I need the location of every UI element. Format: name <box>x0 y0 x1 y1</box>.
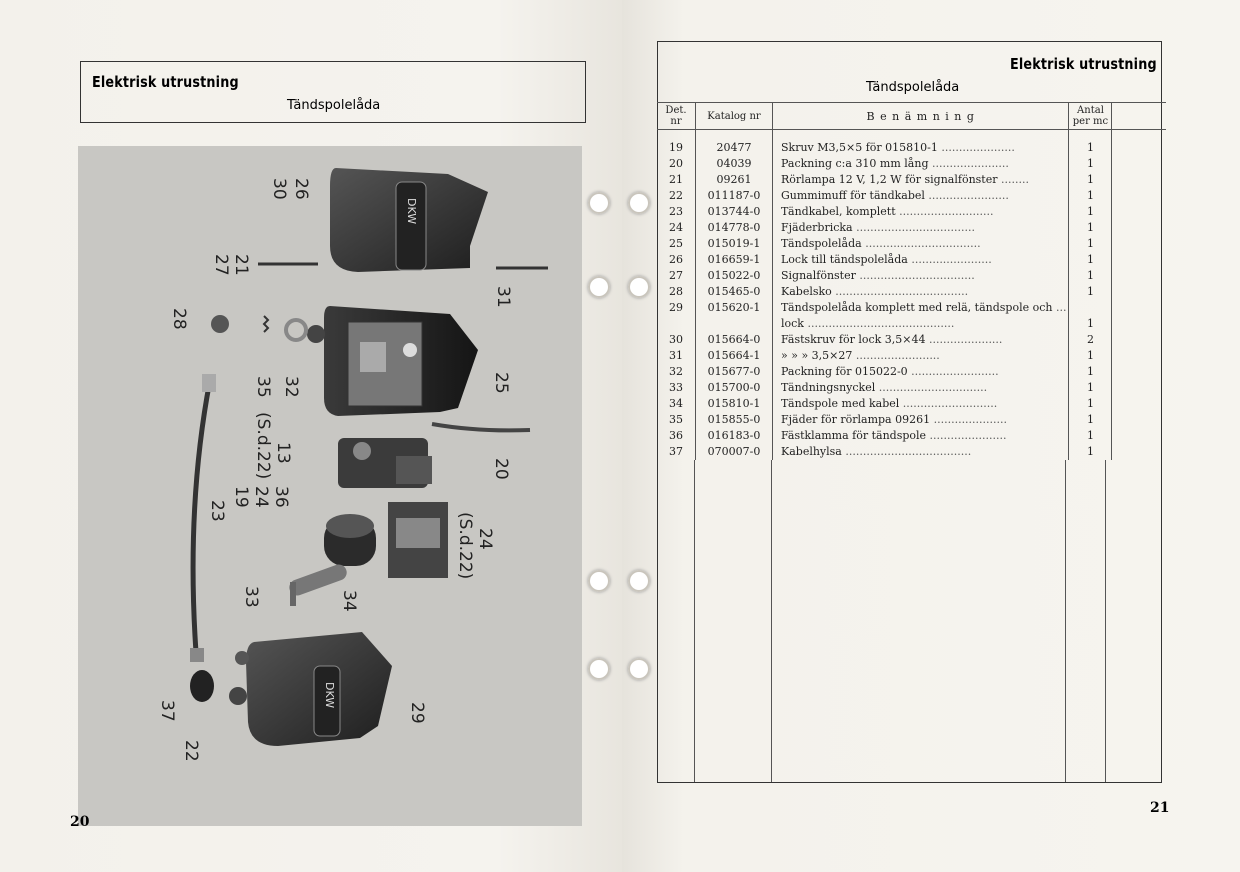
description-cell <box>773 428 1069 444</box>
parts-illustration <box>78 146 582 826</box>
det-cell <box>657 412 696 428</box>
right-header-subtitle: Tändspolelåda <box>866 80 960 95</box>
blank-cell <box>1112 316 1167 332</box>
antal-cell-text: 1 <box>1086 365 1094 378</box>
description-cell <box>773 156 1069 172</box>
table-row <box>657 204 1166 220</box>
det-cell-text: 35 <box>669 413 683 426</box>
antal-cell <box>1069 332 1112 348</box>
antal-cell-text: 2 <box>1086 333 1094 346</box>
relay-part <box>338 438 432 488</box>
det-cell <box>657 236 696 252</box>
katalog-cell <box>696 348 773 364</box>
antal-cell-text: 1 <box>1086 141 1094 154</box>
callout: 36 <box>271 486 291 508</box>
description-cell <box>773 220 1069 236</box>
table-row <box>657 412 1166 428</box>
katalog-cell-text: 015677-0 <box>707 365 761 378</box>
blank-cell <box>1112 252 1167 268</box>
callout: (S.d.22) <box>455 512 475 580</box>
left-header-title: Elektrisk utrustning <box>92 73 239 91</box>
parts-table <box>657 102 1166 460</box>
cover-part <box>330 168 488 272</box>
table-row <box>657 156 1166 172</box>
det-cell-text: 37 <box>669 445 683 458</box>
description-cell <box>773 444 1069 460</box>
callout: 13 <box>273 442 293 464</box>
col-header-det: Det. nr <box>657 103 696 130</box>
katalog-cell <box>696 140 773 156</box>
description-cell <box>773 364 1069 380</box>
blank-cell <box>1112 348 1167 364</box>
antal-cell <box>1069 364 1112 380</box>
katalog-cell-text: 070007-0 <box>707 445 761 458</box>
det-cell-text: 21 <box>669 173 683 186</box>
det-cell <box>657 396 696 412</box>
description-cell-text: Tändspole med kabel <box>781 397 900 410</box>
katalog-cell-text: 015022-0 <box>707 269 761 282</box>
leader-dots: ... <box>1052 301 1067 314</box>
katalog-cell-text: 015855-0 <box>707 413 761 426</box>
callout: 31 <box>493 286 513 308</box>
punch-hole <box>588 658 610 680</box>
det-cell-text: 27 <box>669 269 683 282</box>
det-cell-text: 22 <box>669 189 683 202</box>
katalog-cell <box>696 188 773 204</box>
det-cell-text: 34 <box>669 397 683 410</box>
det-cell-text: 29 <box>669 301 683 314</box>
description-cell-text: Fästklamma för tändspole <box>781 429 927 442</box>
description-cell-text: Fjäderbricka <box>781 221 853 234</box>
description-cell <box>773 284 1069 300</box>
det-cell-text: 36 <box>669 429 683 442</box>
table-row <box>657 220 1166 236</box>
det-cell <box>657 220 696 236</box>
leader-dots: ........................ <box>852 349 940 362</box>
antal-cell <box>1069 428 1112 444</box>
callout: 27 <box>211 254 231 276</box>
katalog-cell-text: 09261 <box>716 173 752 186</box>
det-cell <box>657 348 696 364</box>
antal-cell <box>1069 220 1112 236</box>
antal-cell <box>1069 140 1112 156</box>
katalog-cell <box>696 220 773 236</box>
katalog-cell <box>696 412 773 428</box>
callout: 24 <box>251 486 271 508</box>
det-cell <box>657 140 696 156</box>
katalog-cell <box>696 252 773 268</box>
antal-cell-text: 1 <box>1086 413 1094 426</box>
col-header-antal: Antal per mc <box>1069 103 1112 130</box>
det-cell-text: 26 <box>669 253 683 266</box>
antal-cell-text: 1 <box>1086 173 1094 186</box>
antal-cell <box>1069 316 1112 332</box>
det-cell <box>657 172 696 188</box>
det-cell-text: 25 <box>669 237 683 250</box>
leader-dots: ..................... <box>930 413 1008 426</box>
blank-cell <box>1112 364 1167 380</box>
antal-cell <box>1069 188 1112 204</box>
table-row <box>657 444 1166 460</box>
antal-cell-text: 1 <box>1086 269 1094 282</box>
description-cell <box>773 412 1069 428</box>
antal-cell-text: 1 <box>1086 205 1094 218</box>
leader-dots: ..................... <box>937 141 1015 154</box>
parts-table-body <box>657 130 1166 461</box>
blank-cell <box>1112 268 1167 284</box>
callout: 32 <box>281 376 301 398</box>
leader-dots: ............................... <box>875 381 988 394</box>
blank-cell <box>1112 204 1167 220</box>
katalog-cell <box>696 204 773 220</box>
callout: 23 <box>207 500 227 522</box>
katalog-cell-text: 014778-0 <box>707 221 761 234</box>
table-row <box>657 284 1166 300</box>
leader-dots: .................................. <box>852 221 976 234</box>
callout: 25 <box>491 372 511 394</box>
leader-dots: ........................... <box>895 205 994 218</box>
katalog-cell <box>696 300 773 316</box>
katalog-cell-text: 013744-0 <box>707 205 761 218</box>
katalog-cell-text: 016659-1 <box>707 253 761 266</box>
col-header-katalog: Katalog nr <box>696 103 773 130</box>
katalog-cell <box>696 428 773 444</box>
description-cell <box>773 380 1069 396</box>
punch-hole <box>628 276 650 298</box>
table-row <box>657 316 1166 332</box>
description-cell-text: Fästskruv för lock 3,5×44 <box>781 333 926 346</box>
col-header-benamning: B e n ä m n i n g <box>773 103 1069 130</box>
katalog-cell <box>696 444 773 460</box>
callout: 29 <box>407 702 427 724</box>
katalog-cell <box>696 396 773 412</box>
description-cell-text: Kabelhylsa <box>781 445 842 458</box>
callout: 21 <box>231 254 251 276</box>
blank-cell <box>1112 156 1167 172</box>
callout: 19 <box>231 486 251 508</box>
description-cell <box>773 204 1069 220</box>
description-cell <box>773 348 1069 364</box>
antal-cell-text: 1 <box>1086 157 1094 170</box>
blank-cell <box>1112 412 1167 428</box>
blank-cell <box>1112 188 1167 204</box>
det-cell <box>657 332 696 348</box>
katalog-cell <box>696 316 773 332</box>
left-header-box <box>80 61 586 123</box>
table-row <box>657 380 1166 396</box>
table-row <box>657 348 1166 364</box>
katalog-cell <box>696 332 773 348</box>
description-cell-text: Packning c:a 310 mm lång <box>781 157 929 170</box>
blank-cell <box>1112 284 1167 300</box>
description-cell <box>773 140 1069 156</box>
det-cell <box>657 316 696 332</box>
callout: 20 <box>491 458 511 480</box>
antal-cell-text: 1 <box>1086 237 1094 250</box>
rubber-boot-part <box>190 670 214 702</box>
antal-cell-text: 1 <box>1086 317 1094 330</box>
antal-cell-text: 1 <box>1086 445 1094 458</box>
leader-dots: ................................. <box>861 237 981 250</box>
callout: 28 <box>169 308 189 330</box>
katalog-cell-text: 015620-1 <box>707 301 761 314</box>
antal-cell-text: 1 <box>1086 397 1094 410</box>
det-cell-text: 33 <box>669 381 683 394</box>
katalog-cell <box>696 156 773 172</box>
antal-cell <box>1069 444 1112 460</box>
antal-cell <box>1069 284 1112 300</box>
antal-cell-text: 1 <box>1086 253 1094 266</box>
antal-cell <box>1069 236 1112 252</box>
description-cell <box>773 332 1069 348</box>
blank-cell <box>1112 300 1167 316</box>
leader-dots: ................................. <box>855 269 975 282</box>
antal-cell-text: 1 <box>1086 381 1094 394</box>
antal-cell <box>1069 380 1112 396</box>
table-row <box>657 188 1166 204</box>
antal-cell <box>1069 252 1112 268</box>
callout: 30 <box>269 178 289 200</box>
callout: 24 <box>475 528 495 550</box>
description-cell-text: lock <box>781 317 804 330</box>
det-cell-text: 19 <box>669 141 683 154</box>
col-header-blank <box>1112 103 1167 130</box>
antal-cell-text: 1 <box>1086 349 1094 362</box>
katalog-cell <box>696 268 773 284</box>
col-line <box>771 460 772 782</box>
det-cell <box>657 188 696 204</box>
katalog-cell-text: 015664-1 <box>707 349 761 362</box>
antal-cell <box>1069 156 1112 172</box>
callout: 34 <box>339 590 359 612</box>
det-cell <box>657 380 696 396</box>
description-cell-text: » » » 3,5×27 <box>781 349 853 362</box>
antal-cell <box>1069 300 1112 316</box>
table-row <box>657 268 1166 284</box>
det-cell-text: 20 <box>669 157 683 170</box>
antal-cell-text: 1 <box>1086 429 1094 442</box>
table-row <box>657 140 1166 156</box>
det-cell <box>657 284 696 300</box>
left-header-subtitle: Tändspolelåda <box>287 98 381 113</box>
description-cell-text: Rörlampa 12 V, 1,2 W för signalfönster <box>781 173 998 186</box>
katalog-cell-text: 015700-0 <box>707 381 761 394</box>
leader-dots: ..................... <box>925 333 1003 346</box>
table-row <box>657 332 1166 348</box>
leader-dots: ...................................... <box>831 285 969 298</box>
leader-dots: ......................... <box>907 365 999 378</box>
description-cell-text: Tändningsnyckel <box>781 381 876 394</box>
det-cell <box>657 268 696 284</box>
punch-hole <box>588 570 610 592</box>
katalog-cell-text: 015465-0 <box>707 285 761 298</box>
katalog-cell-text: 04039 <box>716 157 752 170</box>
det-cell-text: 24 <box>669 221 683 234</box>
punch-hole <box>588 192 610 214</box>
det-cell <box>657 300 696 316</box>
complete-coil-box-part <box>229 632 392 746</box>
antal-cell <box>1069 172 1112 188</box>
callout: 22 <box>181 740 201 762</box>
description-cell-text: Fjäder för rörlampa 09261 <box>781 413 931 426</box>
description-cell <box>773 172 1069 188</box>
description-cell-text: Lock till tändspolelåda <box>781 253 908 266</box>
callout: 33 <box>241 586 261 608</box>
signal-window-part <box>211 315 229 333</box>
antal-cell <box>1069 204 1112 220</box>
cable-shoe <box>202 374 216 392</box>
table-row <box>657 364 1166 380</box>
description-cell <box>773 252 1069 268</box>
katalog-cell-text: 016183-0 <box>707 429 761 442</box>
katalog-cell <box>696 380 773 396</box>
leader-dots: ........................... <box>899 397 998 410</box>
blank-cell <box>1112 220 1167 236</box>
description-cell <box>773 316 1069 332</box>
antal-cell-text: 1 <box>1086 221 1094 234</box>
description-cell-text: Skruv M3,5×5 för 015810-1 <box>781 141 938 154</box>
det-cell <box>657 156 696 172</box>
callout: 35 <box>253 376 273 398</box>
callout: 37 <box>157 700 177 722</box>
table-row <box>657 428 1166 444</box>
description-cell <box>773 236 1069 252</box>
description-cell-text: Packning för 015022-0 <box>781 365 908 378</box>
leader-dots: ........ <box>997 173 1029 186</box>
description-cell <box>773 268 1069 284</box>
katalog-cell-text: 015664-0 <box>707 333 761 346</box>
leader-dots: ...................... <box>926 429 1007 442</box>
table-row <box>657 300 1166 316</box>
det-cell-text: 30 <box>669 333 683 346</box>
katalog-cell-text: 015810-1 <box>707 397 761 410</box>
blank-cell <box>1112 444 1167 460</box>
cover-brand-text: DKW <box>405 198 418 225</box>
col-line <box>1065 460 1066 782</box>
description-cell-text: Kabelsko <box>781 285 832 298</box>
table-row <box>657 396 1166 412</box>
blank-cell <box>1112 172 1167 188</box>
punch-hole <box>628 192 650 214</box>
det-cell <box>657 428 696 444</box>
katalog-cell-text: 011187-0 <box>707 189 761 202</box>
det-cell <box>657 444 696 460</box>
antal-cell-text: 1 <box>1086 189 1094 202</box>
leader-dots: ...................... <box>928 157 1009 170</box>
col-line <box>694 460 695 782</box>
punch-hole <box>628 570 650 592</box>
det-cell-text: 31 <box>669 349 683 362</box>
punch-hole <box>628 658 650 680</box>
callout: (S.d.22) <box>253 412 273 480</box>
leader-dots: .......................................... <box>803 317 955 330</box>
description-cell-text: Tändspolelåda <box>781 237 862 250</box>
katalog-cell <box>696 364 773 380</box>
katalog-cell <box>696 236 773 252</box>
coil-box-part <box>307 306 478 416</box>
antal-cell <box>1069 396 1112 412</box>
det-cell <box>657 204 696 220</box>
antal-cell-text: 1 <box>1086 285 1094 298</box>
callout: 26 <box>291 178 311 200</box>
box-brand-text: DKW <box>323 682 336 709</box>
punch-hole <box>588 276 610 298</box>
right-page-number: 21 <box>1150 800 1170 816</box>
katalog-cell-text: 20477 <box>716 141 752 154</box>
blank-cell <box>1112 332 1167 348</box>
table-row <box>657 236 1166 252</box>
det-cell <box>657 364 696 380</box>
det-cell-text: 32 <box>669 365 683 378</box>
antal-cell <box>1069 268 1112 284</box>
right-header-title: Elektrisk utrustning <box>1010 55 1157 73</box>
det-cell-text: 28 <box>669 285 683 298</box>
katalog-cell <box>696 172 773 188</box>
description-cell-text: Signalfönster <box>781 269 856 282</box>
det-cell <box>657 252 696 268</box>
description-cell-text: Tändspolelåda komplett med relä, tändspole och <box>781 301 1053 314</box>
blank-cell <box>1112 380 1167 396</box>
description-cell <box>773 396 1069 412</box>
antal-cell <box>1069 412 1112 428</box>
leader-dots: .................................... <box>841 445 972 458</box>
blank-cell <box>1112 236 1167 252</box>
table-row <box>657 172 1166 188</box>
antal-cell <box>1069 348 1112 364</box>
blank-cell <box>1112 396 1167 412</box>
left-page-number: 20 <box>70 814 90 830</box>
description-cell <box>773 300 1069 316</box>
description-cell-text: Gummimuff för tändkabel <box>781 189 925 202</box>
leader-dots: ....................... <box>924 189 1009 202</box>
table-row <box>657 252 1166 268</box>
katalog-cell-text: 015019-1 <box>707 237 761 250</box>
katalog-cell <box>696 284 773 300</box>
exploded-parts-photo <box>78 146 582 826</box>
blank-cell <box>1112 428 1167 444</box>
description-cell-text: Tändkabel, komplett <box>781 205 896 218</box>
leader-dots: ....................... <box>907 253 992 266</box>
description-cell <box>773 188 1069 204</box>
det-cell-text: 23 <box>669 205 683 218</box>
col-line <box>1105 460 1106 782</box>
blank-cell <box>1112 140 1167 156</box>
